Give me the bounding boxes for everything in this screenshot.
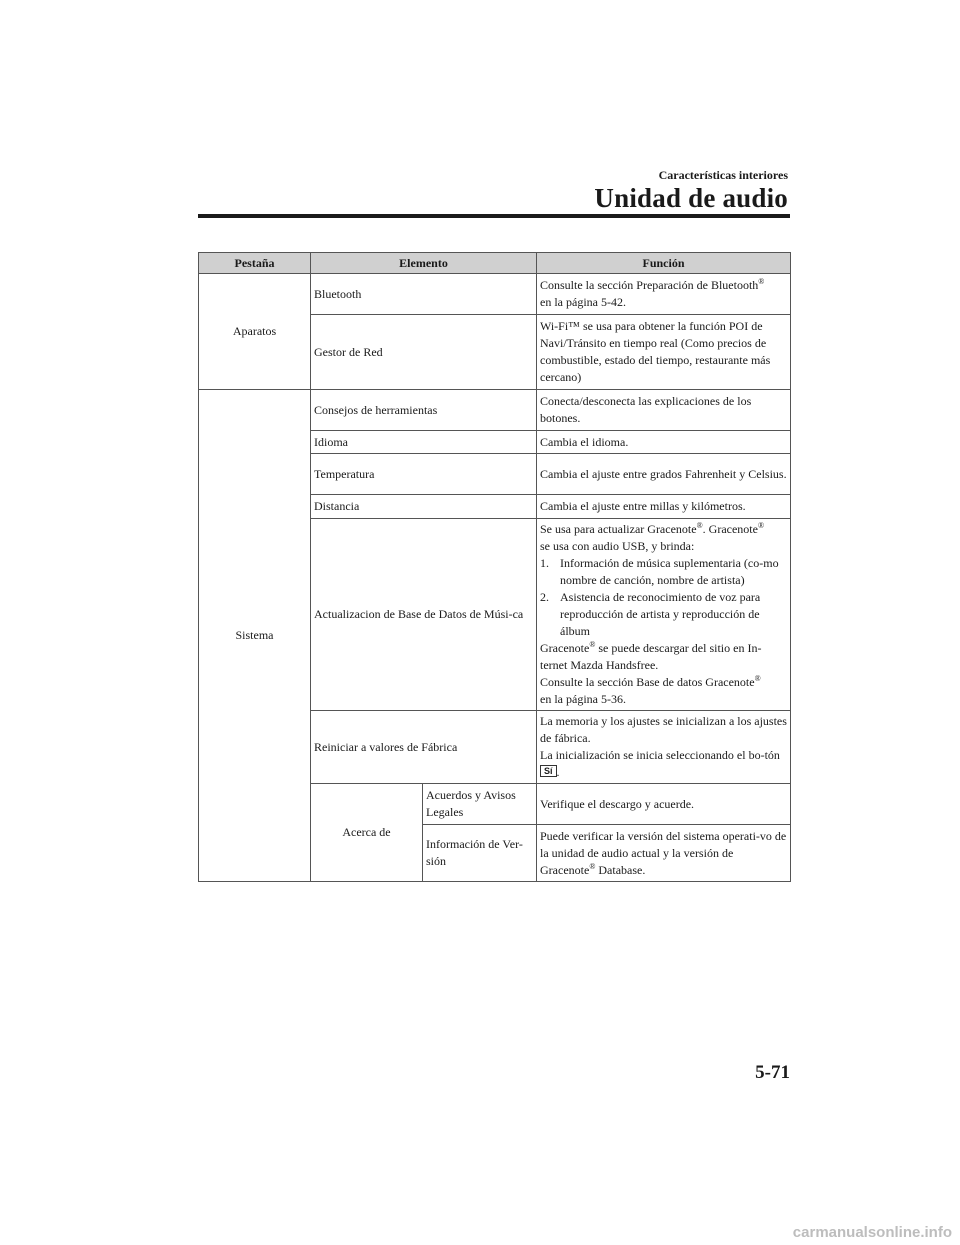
func-gestor-red: Wi-Fi™ se usa para obtener la función POI de Navi/Tránsito en tiempo real (Como precios de combustible, estado del tiempo, restaurante más cercano) [537,315,791,390]
db-list [540,555,787,640]
func-distancia: Cambia el ajuste entre millas y kilómetros. [537,495,791,519]
section-label: Características interiores [658,168,788,182]
item-gestor-red: Gestor de Red [311,315,537,390]
registered-mark: ® [754,674,761,683]
item-bluetooth: Bluetooth [311,274,537,315]
func-bluetooth-text: Consulte la sección Preparación de Bluetooth [540,278,759,292]
si-button-icon: Sí [540,765,557,777]
list-number: 1. [540,556,549,570]
settings-table [198,252,791,882]
table-header-row [199,253,791,274]
version-text-b: Database. [595,862,646,877]
header-pestana: Pestaña [199,253,311,274]
func-bluetooth [537,274,791,315]
reset-text-a: La memoria y los ajustes se inicializan a los ajustes de fábrica. [540,714,787,745]
item-distancia: Distancia [311,495,537,519]
registered-mark: ® [757,521,765,530]
func-actualizacion-db [537,519,791,711]
item-consejos: Consejos de herramientas [311,390,537,431]
func-bluetooth-page: en la página 5-42. [540,295,626,309]
tab-aparatos: Aparatos [199,274,311,390]
reset-text-b: La inicialización se inicia seleccionando el bo-tón [540,748,780,762]
func-idioma: Cambia el idioma. [537,431,791,454]
watermark: carmanualsonline.info [792,1224,952,1241]
registered-mark: ® [589,861,596,871]
func-version [537,825,791,882]
registered-mark: ® [696,521,703,530]
func-temperatura: Cambia el ajuste entre grados Fahrenheit y Celsius. [537,454,791,495]
db-text-3a: Consulte la sección Base de datos Gracenote [540,675,755,689]
db-text-2a: Gracenote [540,641,590,655]
list-text: Información de música suplementaria (co-mo nombre de canción, nombre de artista) [560,556,779,587]
item-actualizacion-db: Actualizacion de Base de Datos de Músi-ca [311,519,537,711]
db-text-1b: . Gracenote [702,522,758,536]
db-text-3b: en la página 5-36. [540,692,626,706]
db-text-1c: se usa con audio USB, y brinda: [540,539,695,553]
registered-mark: ® [589,640,596,649]
list-text: Asistencia de reconocimiento de voz para reproducción de artista y reproducción de álbum [560,590,761,638]
item-idioma: Idioma [311,431,537,454]
list-number: 2. [540,590,549,604]
version-text-a: Puede verificar la versión del sistema operati-vo de la unidad de audio actual y la versión de Gracenote [540,828,787,877]
db-text-1a: Se usa para actualizar Gracenote [540,522,697,536]
func-acuerdos: Verifique el descargo y acuerde. [537,784,791,825]
func-consejos: Conecta/desconecta las explicaciones de los botones. [537,390,791,431]
page-number: 5-71 [755,1062,790,1083]
item-temperatura: Temperatura [311,454,537,495]
registered-mark: ® [758,277,765,286]
table-row [199,274,791,315]
sub-version: Información de Ver-sión [423,825,537,882]
header-rule [198,214,790,218]
page-title: Unidad de audio [594,183,788,213]
sub-acuerdos: Acuerdos y Avisos Legales [423,784,537,825]
func-reiniciar: La memoria y los ajustes se inicializan a los ajustes de fábrica. La inicialización se inicia seleccionando el bo-tón Sí . [537,711,791,784]
list-item [540,589,787,640]
list-item [540,555,787,589]
item-acerca-de: Acerca de [311,784,423,882]
table-row [199,390,791,431]
db-text-2b: se puede descargar del sitio en In-ternet Mazda Handsfree. [540,641,762,672]
header-elemento: Elemento [311,253,537,274]
tab-sistema: Sistema [199,390,311,882]
header-funcion: Función [537,253,791,274]
item-reiniciar: Reiniciar a valores de Fábrica [311,711,537,784]
